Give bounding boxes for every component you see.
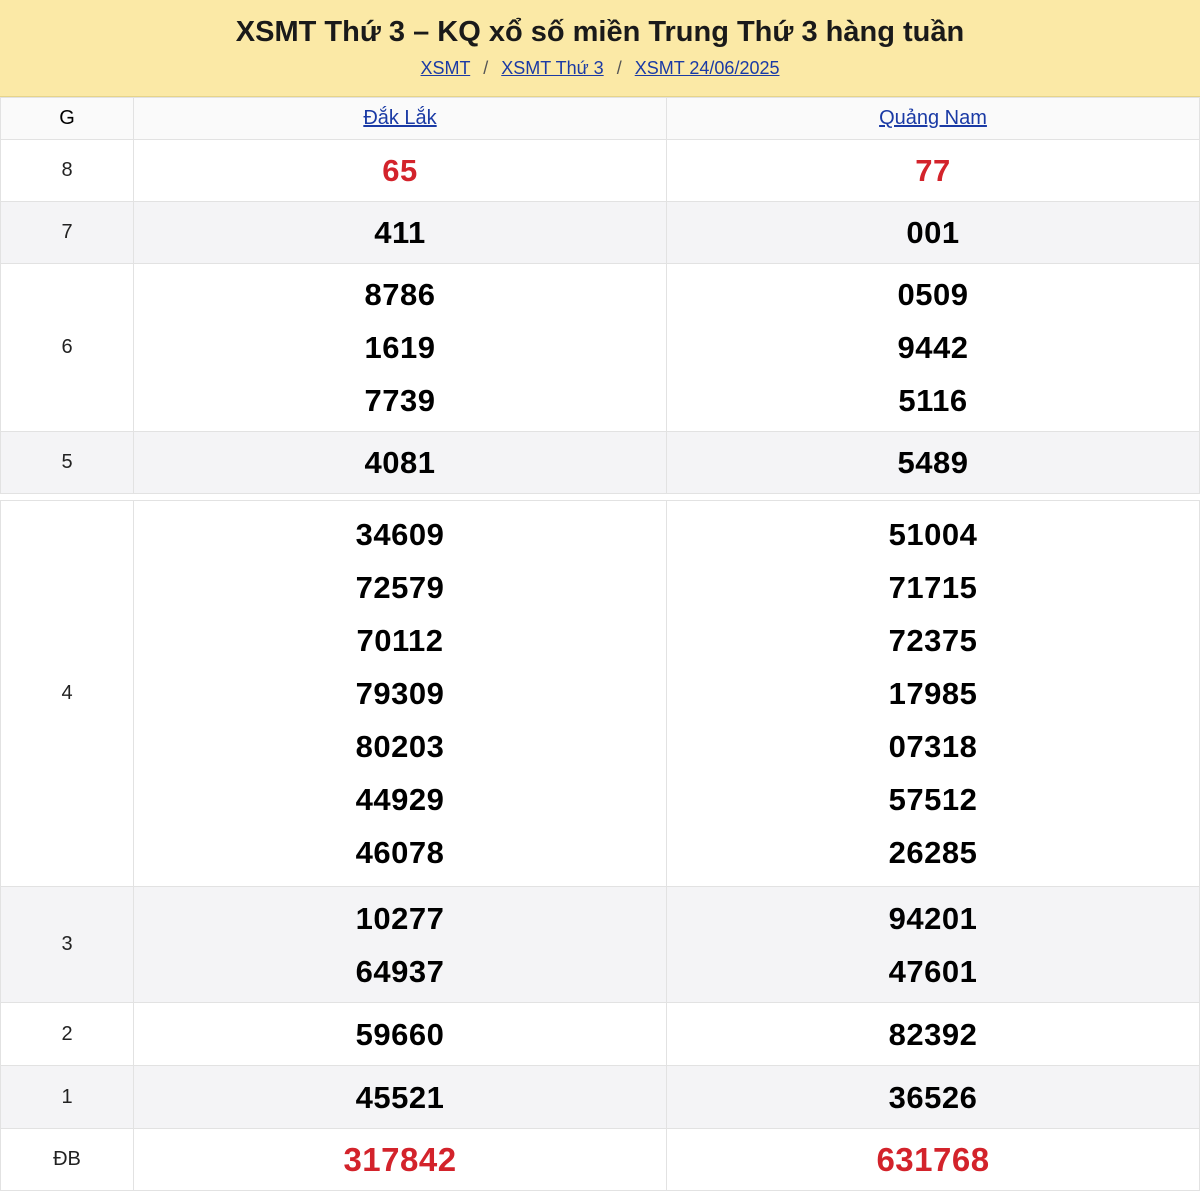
- result-number: 0509: [897, 277, 969, 312]
- prize-row-6: [1, 264, 1200, 432]
- prize-cell: [134, 432, 667, 494]
- result-number: 5489: [897, 445, 969, 480]
- page-header: [0, 0, 1200, 97]
- result-number: 65: [382, 153, 418, 188]
- prize-row-8: [1, 140, 1200, 202]
- prize-label: 1: [1, 1066, 134, 1129]
- prize-row-special: [1, 1129, 1200, 1191]
- result-number: 411: [374, 215, 426, 250]
- prize-label: 6: [1, 264, 134, 432]
- result-number: 57512: [888, 782, 978, 817]
- prize-cell: [667, 1003, 1200, 1066]
- table-header-row: [1, 98, 1200, 140]
- prize-row-2: [1, 1003, 1200, 1066]
- result-number: 9442: [897, 330, 969, 365]
- result-number: 7739: [364, 383, 436, 418]
- breadcrumb-link-date[interactable]: XSMT 24/06/2025: [634, 58, 780, 78]
- prize-cell: [667, 501, 1200, 887]
- prize-cell: [667, 887, 1200, 1003]
- result-number: 34609: [355, 517, 445, 552]
- table-gap: [1, 494, 1200, 501]
- breadcrumb-link-weekday[interactable]: XSMT Thứ 3: [501, 58, 604, 78]
- result-number: 5116: [898, 383, 968, 418]
- prize-cell: [134, 887, 667, 1003]
- result-number: 64937: [355, 953, 445, 989]
- special-result-number: 631768: [876, 1141, 990, 1178]
- prize-cell: [667, 140, 1200, 202]
- result-number: 71715: [888, 570, 978, 605]
- prize-cell: [134, 1003, 667, 1066]
- prize-cell: [667, 1129, 1200, 1191]
- prize-label: 4: [1, 501, 134, 887]
- breadcrumb-separator: /: [616, 58, 622, 78]
- prize-label: 3: [1, 887, 134, 1003]
- prize-label: 5: [1, 432, 134, 494]
- result-number: 47601: [888, 953, 978, 989]
- prize-cell: [134, 501, 667, 887]
- result-number: 10277: [355, 900, 445, 936]
- prize-label: ĐB: [1, 1129, 134, 1191]
- prize-label: 8: [1, 140, 134, 202]
- result-number: 26285: [888, 835, 978, 870]
- prize-row-7: [1, 202, 1200, 264]
- prize-cell: [667, 432, 1200, 494]
- breadcrumb-separator: /: [483, 58, 489, 78]
- prize-row-4: [1, 501, 1200, 887]
- prize-cell: [134, 264, 667, 432]
- column-header-province-b: [667, 98, 1200, 140]
- result-number: 001: [906, 215, 960, 250]
- prize-label: 7: [1, 202, 134, 264]
- breadcrumb-link-xsmt[interactable]: XSMT: [420, 58, 471, 78]
- province-link-quang-nam[interactable]: Quảng Nam: [879, 107, 987, 129]
- prize-row-5: [1, 432, 1200, 494]
- result-number: 17985: [888, 676, 978, 711]
- column-header-province-a: [134, 98, 667, 140]
- prize-row-3: [1, 887, 1200, 1003]
- result-number: 44929: [355, 782, 445, 817]
- prize-row-1: [1, 1066, 1200, 1129]
- result-number: 45521: [355, 1079, 445, 1115]
- result-number: 07318: [888, 729, 978, 764]
- column-header-prize: G: [1, 98, 134, 140]
- results-table: [0, 97, 1200, 1191]
- prize-cell: [667, 202, 1200, 264]
- page-title: XSMT Thứ 3 – KQ xổ số miền Trung Thứ 3 hàng tuần: [235, 16, 965, 48]
- result-number: 59660: [355, 1016, 445, 1052]
- prize-cell: [134, 140, 667, 202]
- prize-cell: [667, 264, 1200, 432]
- result-number: 8786: [364, 277, 436, 312]
- result-number: 70112: [356, 623, 444, 658]
- result-number: 77: [915, 153, 951, 188]
- result-number: 94201: [888, 900, 978, 936]
- result-number: 4081: [364, 445, 436, 480]
- province-link-dak-lak[interactable]: Đắk Lắk: [363, 107, 437, 129]
- result-number: 72579: [355, 570, 445, 605]
- result-number: 82392: [888, 1016, 978, 1052]
- result-number: 36526: [888, 1079, 978, 1115]
- result-number: 51004: [888, 517, 978, 552]
- prize-cell: [134, 202, 667, 264]
- prize-label: 2: [1, 1003, 134, 1066]
- breadcrumb: [0, 56, 1200, 80]
- result-number: 46078: [355, 835, 445, 870]
- result-number: 79309: [355, 676, 445, 711]
- special-result-number: 317842: [343, 1141, 457, 1178]
- prize-cell: [134, 1066, 667, 1129]
- result-number: 72375: [888, 623, 978, 658]
- prize-cell: [667, 1066, 1200, 1129]
- result-number: 1619: [364, 330, 436, 365]
- prize-cell: [134, 1129, 667, 1191]
- result-number: 80203: [355, 729, 445, 764]
